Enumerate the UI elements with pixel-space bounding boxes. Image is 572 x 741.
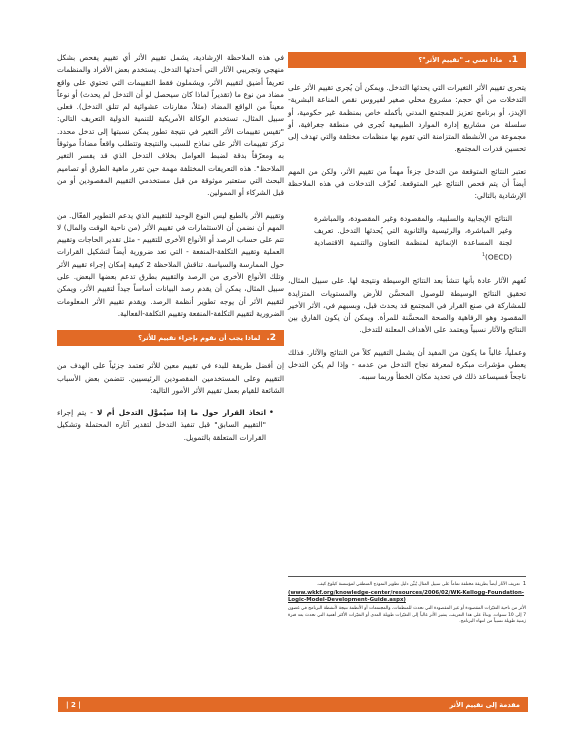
section-1-title: ماذا نعني بـ "تقييم الأثر"؟ [418, 56, 503, 64]
footnote-number: 1 [522, 581, 526, 587]
paragraph: تُفهم الآثار عادة بأنها تنشأ بعد النتائج الوسيطة ونتيجة لها. على سبيل المثال، تحقيق النتائج الوسيطة للوصول المحسَّن للأرض والمستويات المتزايدة للمشاركة في صنع القرار في المجتمع قد يحدث قبل، وبسبهم في، الأثر الأخير المقصود وهو الرفاهية والصحة المحسَّنة للمرأة. ويمكن أن يكون الفارق بين النتائج والآثار نسبياً ويعتمد على الأهداف المعلنة للتدخل. [288, 276, 526, 335]
paragraph: وعملياً، غالباً ما يكون من المفيد أن يشمل التقييم كلاً من النتائج والآثار. فذلك يعطي مؤشرات مبكرة لمعرفة نجاح التدخل من عدمه - وإذا لم يكن التدخل ناجحاً فسيساعد ذلك في تحديد مكان الخطأ وربما سببه. [288, 347, 526, 382]
paragraph: يتحرى تقييم الأثر التغيرات التي يحدثها التدخل. ويمكن أن يُجرى تقييم الأثر على التدخلات من أي حجم: مشروع محلي صغير لفيروس نقص المناعة البشرية-الإيدز، أو برنامج تعزيز للمجتمع المدني بأكمله خاص بمنظمة غير حكومية، أو سلسلة من مشاريع إدارة الموارد الطبيعية تُجرى في منطقة جغرافية، أو مجموعة من الأنشطة المتزامنة التي تقوم بها منظمات مختلفة والتي تهدف إلى تحسين قدرات المجتمع. [288, 83, 526, 154]
bullet-strong: اتخاذ القرار حول ما إذا سيُموَّل التدخل أم لا [96, 408, 266, 418]
list-item [57, 407, 274, 444]
right-column [288, 52, 526, 394]
paragraph: إن أفضل طريقة للبدء في تقييم معين للأثر تعتمد جزئياً على الهدف من التقييم وعلى المستخدمين المقصودين الرئيسيين. تتضمن بعض الأسباب الشائعة للقيام بعمل تقييم الأثر الأمور التالية: [57, 361, 284, 395]
page-number: | 2 | [66, 700, 81, 709]
footnote-link[interactable] [288, 590, 526, 604]
section-2-title: لماذا يجب أن نقوم بإجراء تقييم للأثر؟ [138, 334, 261, 343]
section-1-header [288, 52, 526, 68]
paragraph: وتقييم الأثر بالطبع ليس النوع الوحيد للتقييم الذي يدعم التطوير الفعّال. من المهم أن نضمن أن الاستثمارات في تقييم الأثر (من ناحية الوقت والمال) لا تتم على حساب الرصد أو الأنواع الأخرى للتقييم - مثل تقدير الحاجات وتقييم العملية وتقييم التكلفة-المنفعة - التي تعد ضرورية أيضاً لتشكيل القرارات حول الممارسة والسياسة. تناقش الملاحظة 2 كيفية إمكان إجراء تقييم الأثر وتلك الأنواع الأخرى من الرصد والتقييم بطرق تدعم بعضها البعض. على سبيل المثال، يمكن أن يقدم رصد البيانات أساساً جيداً لتقييم الأثر، ويمكن لتقييم الأثر أن يوجه تطوير أنظمة الرصد. ويقدم تقييم الأثر المعلومات الضرورية لتقييم التكلفة-المنفعة وتقييم التكلفة-الفعالية. [57, 210, 284, 318]
left-column [57, 52, 284, 444]
footnote-ref[interactable]: 1 [482, 252, 486, 258]
section-2-header [57, 330, 284, 346]
section-1-number: 1. [508, 55, 518, 65]
quote-text: النتائج الإيجابية والسلبية، والمقصودة وغير المقصودة، والمباشرة وغير المباشرة، والرئيسية والثانوية التي يُحدثها التدخل. تعريف لجنة المساعدة الإنمائية لمنظمة التعاون والتنمية الاقتصادية (OECD) [314, 213, 512, 261]
footer-bar [58, 697, 528, 712]
footnote-area [288, 576, 526, 628]
bullet-rest: - يتم إجراء "التقييم السابق" قبل تنفيذ التدخل لتقدير آثاره المحتملة وتشكيل القرارات المتعلقة بالتمويل. [57, 408, 266, 442]
reasons-list [57, 407, 284, 444]
footnote-text-2: الأثر من ناحية التغيّرات المقصودة أو غير المقصودة التي تحدث للمنظمات، والمجتمعات أو الأنظمة نتيجة لأنشطة البرنامج في غضون 7 إلى 10 سنوات. وبناءً على هذا التعريف، يشير الأثر غالباً إلى التغيّرات طويلة المدى أو التغيّرات الأكثر أهمية التي تحدث بعد فترة زمنية طويلة نسبياً من انتهاء البرنامج. [288, 606, 526, 625]
footnote-url[interactable]: (www.wkkf.org/knowledge-center/resources/2006/02/WK-Kellogg-Foundation-Logic-Model-Development-Guide.aspx) [288, 590, 525, 604]
paragraph: في هذه الملاحظة الإرشادية، يشمل تقييم الأثر أي تقييم يفحص بشكل منهجي وتجريبي الآثار التي أحدثها التدخل. يستخدم بعض الأفراد والمنظمات تعريفاً أضيق لتقييم الأثر، ويشملون فقط التقييمات التي تحتوي على واقع مضاد من نوع ما (تقديراً لماذا كان سيحصل لو أن التدخل لم يحدث) أو نوعاً معيناً من الواقع المضاد (مثلاً، مقارنات عشوائية لم تتلق التدخل). فعلى سبيل المثال، تستخدم الوكالة الأمريكية للتنمية الدولية التعريف التالي: "تقيس تقييمات الأثر التغير في نتيجة تطور يمكن نسبتها إلى تدخل محدد. تركز تقييمات الأثر على نماذج للسبب والنتيجة وتتطلب واقعاً مضاداً موثوقاً به ومعرّفاً بدقة لضبط العوامل بخلاف التدخل الذي قد يفسر التغير الملاحظ". هذه التعريفات المختلفة مهمة حين تقرر ماهية الطرق أو تصاميم البحث التي ستعتبر موثوقة من قبل مستخدمي التقييم المقصودين أو من قبل الشركاء أو الممولين. [57, 53, 284, 198]
footnote-text-1: تعريف الآثار أيضاً بطريقة مختلفة تماماً على سبيل المثال يُبيِّن دليل تطوير النموذج المنطقي لمؤسسة كيلوغ كيف. [316, 582, 520, 587]
definition-quote [314, 213, 512, 264]
footnote-text [288, 581, 526, 588]
section-2-number: 2. [266, 333, 276, 344]
footer-title: مقدمة إلى تقييم الأثر [449, 700, 520, 709]
paragraph: تعتبر النتائج المتوقعة من التدخل جزءاً مهماً من تقييم الأثر، ولكن من المهم أيضاً أن يتم فحص النتائج غير المتوقعة. تُعرِّف التدخلات في هذه الملاحظة الإرشادية بالتالي: [288, 166, 526, 201]
